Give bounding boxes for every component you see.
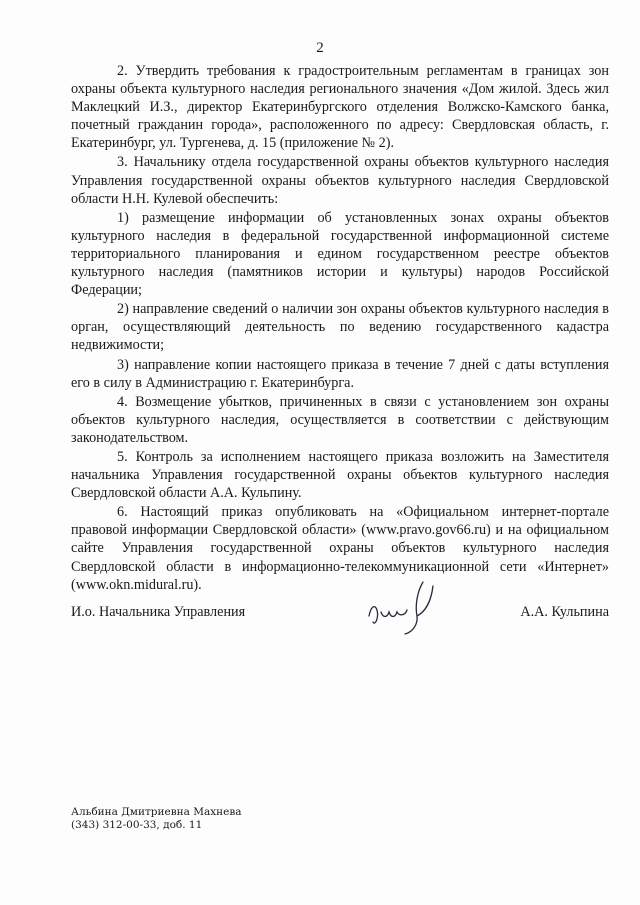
page-number: 2: [316, 40, 324, 56]
signature-block: [71, 598, 609, 638]
executor-phone: (343) 312-00-33, доб. 11: [71, 819, 203, 831]
signatory-name: А.А. Кульпина: [520, 604, 609, 620]
signatory-title: И.о. Начальника Управления: [71, 604, 246, 620]
executor-info: [71, 806, 242, 832]
paragraph-3-instructions: 3. Начальнику отдела государственной охраны объектов культурного наследия Управления государственной охраны объектов культурного наследия Свердловской области Н.Н. Кулевой обеспечить:: [71, 154, 609, 207]
paragraph-5-control: 5. Контроль за исполнением настоящего приказа возложить на Заместителя начальника Управления государственной охраны объектов культурного наследия Свердловской области А.А. Кульпину.: [71, 448, 609, 502]
paragraph-3-item-3: 3) направление копии настоящего приказа в течение 7 дней с даты вступления его в силу в Администрацию г. Екатеринбурга.: [71, 356, 609, 391]
paragraph-4-losses: 4. Возмещение убытков, причиненных в связи с установлением зон охраны объектов культурного наследия, осуществляется в соответствии с действующим законодательством.: [71, 393, 609, 446]
paragraph-2-approve-requirements: 2. Утвердить требования к градостроительным регламентам в границах зон охраны объекта культурного наследия регионального значения «Дом жилой. Здесь жил Маклецкий И.З., директор Екатеринбургского отделения Волжско-Камского банка, почетный гражданин города», расположенного по адресу: Свердловская область, г. Екатеринбург, ул. Тургенева, д. 15 (приложение № 2).: [71, 63, 609, 152]
paragraph-3-item-2: 2) направление сведений о наличии зон охраны объектов культурного наследия в орган, осуществляющий деятельность по ведению государственного кадастра недвижимости;: [71, 301, 609, 354]
paragraph-6-publication: 6. Настоящий приказ опубликовать на «Официальном интернет-портале правовой информации Свердловской области» (www.pravo.gov66.ru) и на официальном сайте Управления государственной охраны объектов культурного наследия Свердловской области в информационно-телекоммуникационной сети «Интернет» (www.okn.midural.ru).: [71, 504, 609, 593]
handwritten-signature: [361, 572, 461, 642]
paragraph-3-item-1: 1) размещение информации об установленных зонах охраны объектов культурного наследия в федеральной государственной информационной системе территориального планирования и едином государственном реестре объектов культурного наследия (памятников истории и культуры) народов Российской Федерации;: [71, 209, 609, 299]
document-body: [71, 62, 609, 595]
executor-name: Альбина Дмитриевна Махнева: [71, 806, 242, 818]
